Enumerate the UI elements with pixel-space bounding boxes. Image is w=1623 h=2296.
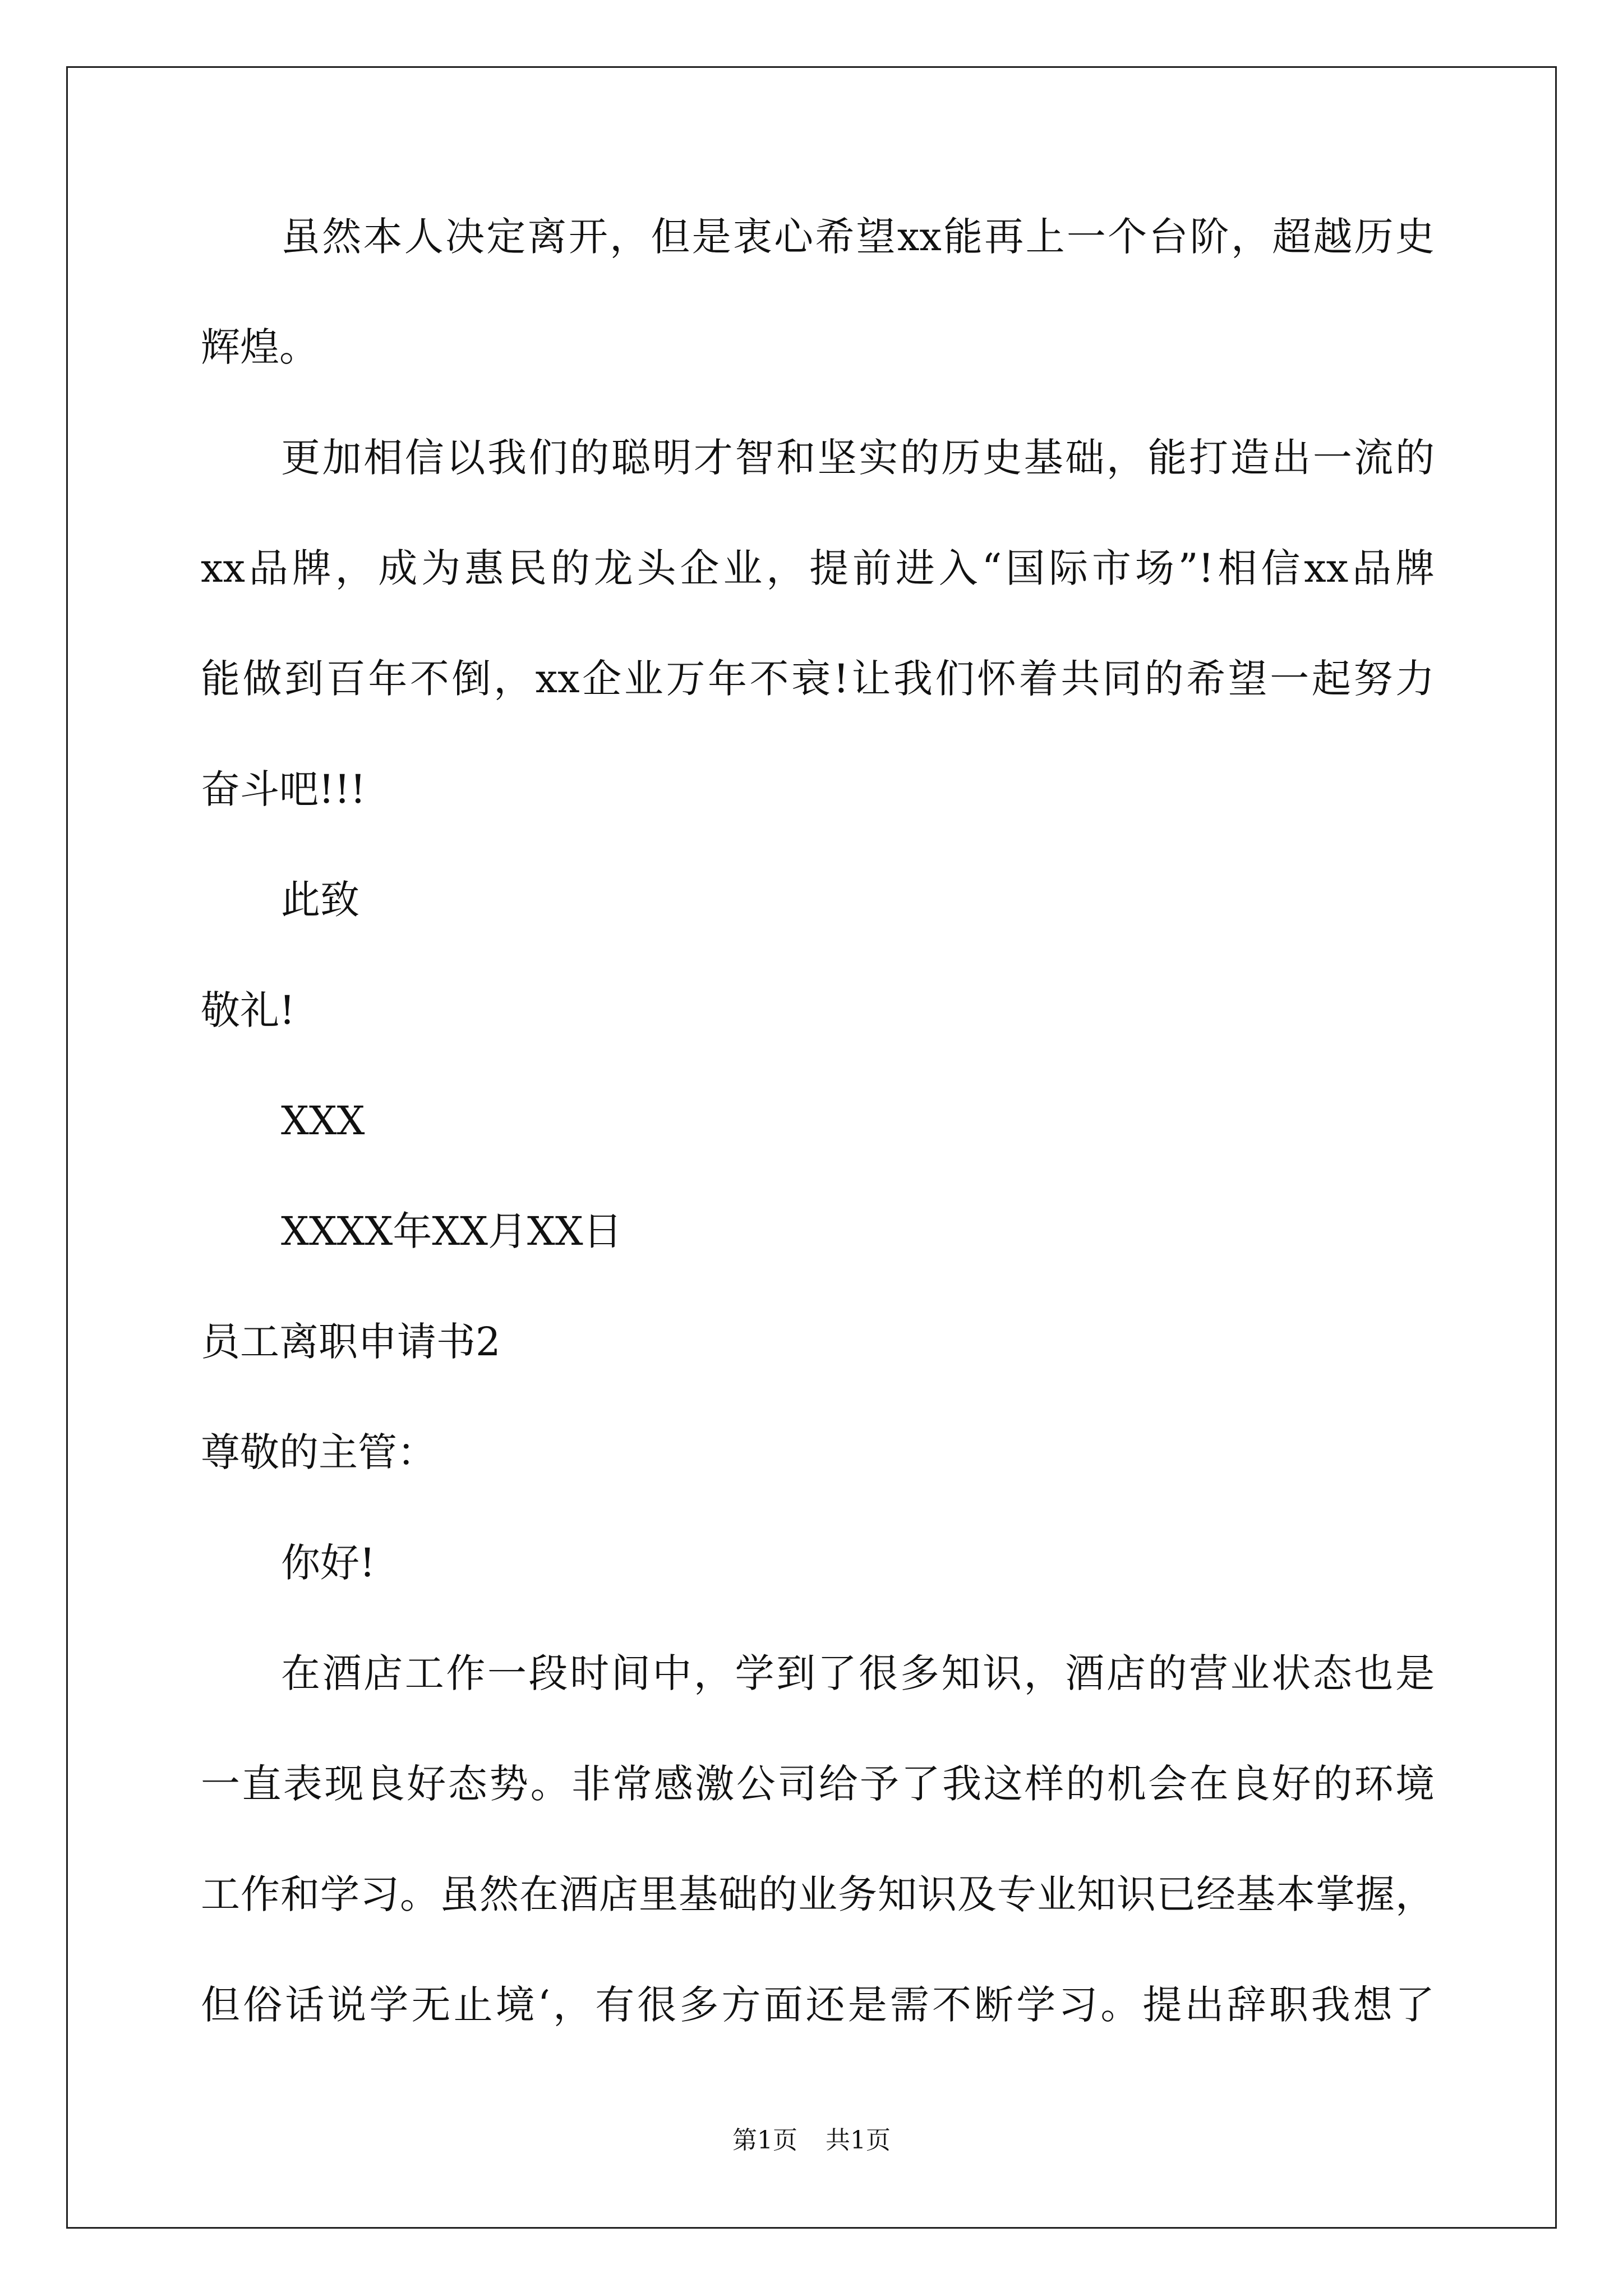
paragraph-line: 能做到百年不倒，xx企业万年不衰!让我们怀着共同的希望一起努力 [201, 656, 1435, 702]
greeting-hello: 你好! [281, 1540, 376, 1586]
page-number-current: 第1页 [732, 2126, 797, 2155]
page-footer [0, 2124, 1623, 2157]
paragraph-line: 在酒店工作一段时间中，学到了很多知识，酒店的营业状态也是 [281, 1650, 1435, 1696]
paragraph-line: 但俗话说学无止境‘，有很多方面还是需不断学习。提出辞职我想了 [201, 1982, 1435, 2028]
page-number-total: 共1页 [826, 2126, 891, 2155]
greeting-line: 尊敬的主管： [201, 1429, 436, 1475]
paragraph-line: 更加相信以我们的聪明才智和坚实的历史基础，能打造出一流的 [281, 435, 1435, 481]
closing-regards: 敬礼! [201, 987, 296, 1033]
signature-name: XXX [281, 1098, 365, 1144]
paragraph-line: 一直表现良好态势。非常感激公司给予了我这样的机会在良好的环境 [201, 1761, 1435, 1807]
signature-date: XXXX年XX月XX日 [281, 1208, 623, 1254]
paragraph-line: 虽然本人决定离开，但是衷心希望xx能再上一个台阶，超越历史 [281, 214, 1435, 260]
paragraph-line: 辉煌。 [201, 324, 319, 370]
paragraph-line: 工作和学习。虽然在酒店里基础的业务知识及专业知识已经基本掌握， [201, 1871, 1435, 1917]
paragraph-line: 奋斗吧!!! [201, 766, 366, 812]
paragraph-line: xx品牌，成为惠民的龙头企业，提前进入“国际市场”!相信xx品牌 [201, 545, 1435, 591]
section-title: 员工离职申请书2 [201, 1319, 501, 1365]
closing-salutation: 此致 [281, 877, 359, 923]
